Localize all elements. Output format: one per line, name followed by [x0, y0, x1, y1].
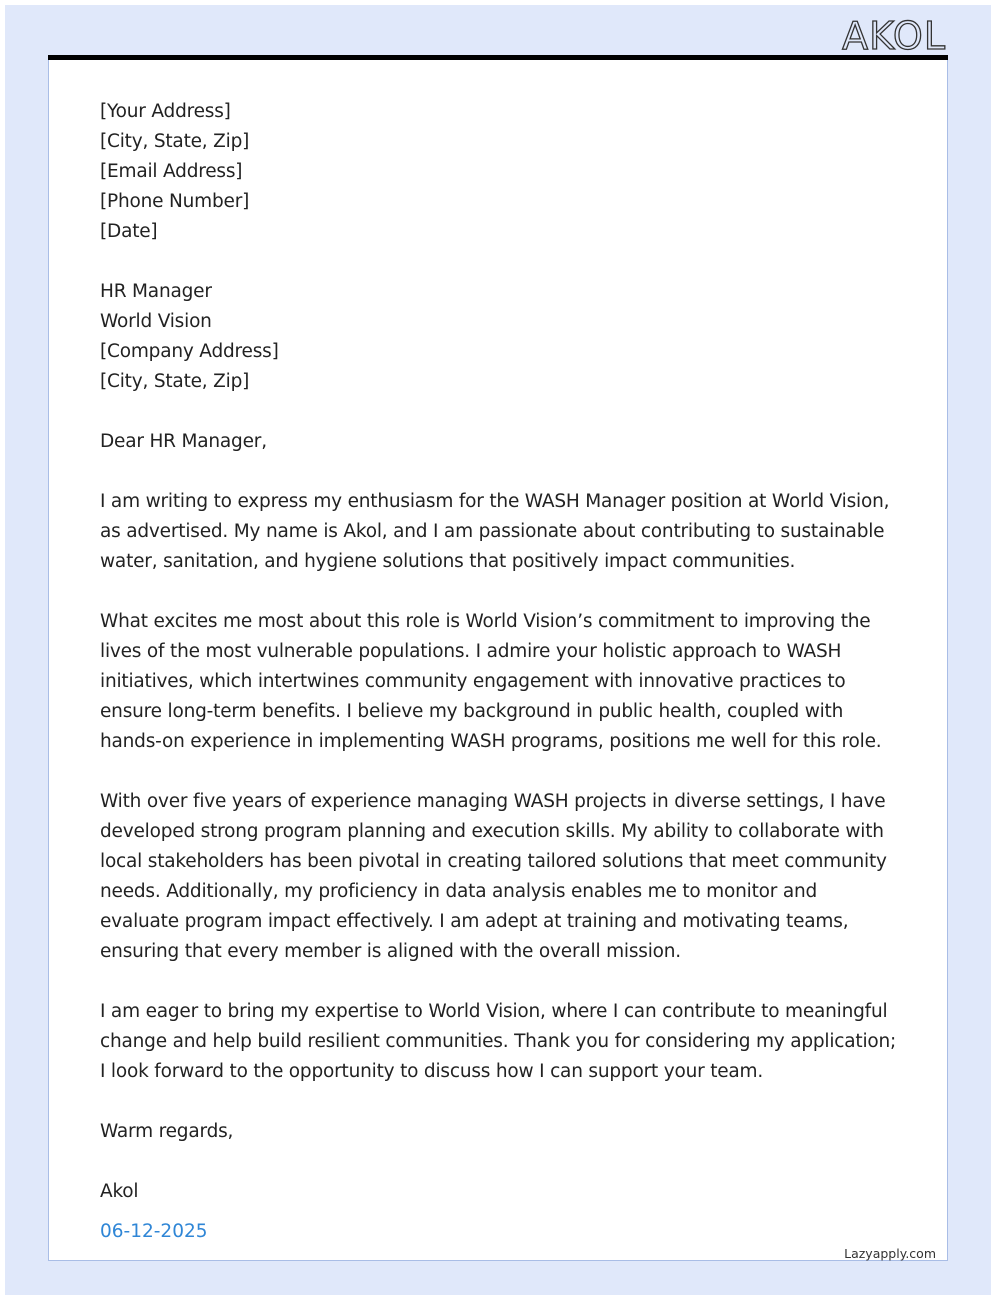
sender-phone: [Phone Number] [100, 191, 250, 212]
brand-name: AKOL [842, 14, 946, 58]
date-stamp: 06-12-2025 [100, 1221, 208, 1242]
paragraph-motivation: What excites me most about this role is World Vision’s commitment to improving the lives of the most vulnerable populations. I admire your holistic approach to WASH initiatives, which intertwines community engagement with innovative practices to ensure long-term benefits. I believe my background in public health, coupled with hands-on experience in implementing WASH programs, positions me well for this role. [100, 611, 882, 752]
paragraph-experience: With over five years of experience managing WASH projects in diverse settings, I have developed strong program planning and execution skills. My ability to collaborate with local stakeholders has been pivotal in creating tailored solutions that meet community needs. Additionally, my proficiency in data analysis enables me to monitor and evaluate program impact effectively. I am adept at training and motivating teams, ensuring that every member is aligned with the overall mission. [100, 791, 887, 962]
cover-letter [100, 97, 900, 1207]
signature: Akol [100, 1181, 139, 1202]
sender-city-state-zip: [City, State, Zip] [100, 131, 250, 152]
sender-address: [Your Address] [100, 101, 231, 122]
salutation: Dear HR Manager, [100, 431, 267, 452]
closing: Warm regards, [100, 1121, 234, 1142]
paragraph-intro: I am writing to express my enthusiasm for the WASH Manager position at World Vision, as advertised. My name is Akol, and I am passionate about contributing to sustainable water, sanitation, and hygiene solutions that positively impact communities. [100, 491, 890, 572]
recipient-company: World Vision [100, 311, 212, 332]
recipient-title: HR Manager [100, 281, 212, 302]
sender-date: [Date] [100, 221, 158, 242]
recipient-address: [Company Address] [100, 341, 279, 362]
recipient-city-state-zip: [City, State, Zip] [100, 371, 250, 392]
sender-email: [Email Address] [100, 161, 243, 182]
footer-site-link[interactable]: Lazyapply.com [844, 1246, 936, 1261]
sender-block [100, 97, 900, 247]
header-rule [48, 55, 948, 60]
paragraph-closing: I am eager to bring my expertise to World Vision, where I can contribute to meaningful change and help build resilient communities. Thank you for considering my application; I look forward to the opportunity to discuss how I can support your team. [100, 1001, 897, 1082]
recipient-block [100, 277, 900, 397]
